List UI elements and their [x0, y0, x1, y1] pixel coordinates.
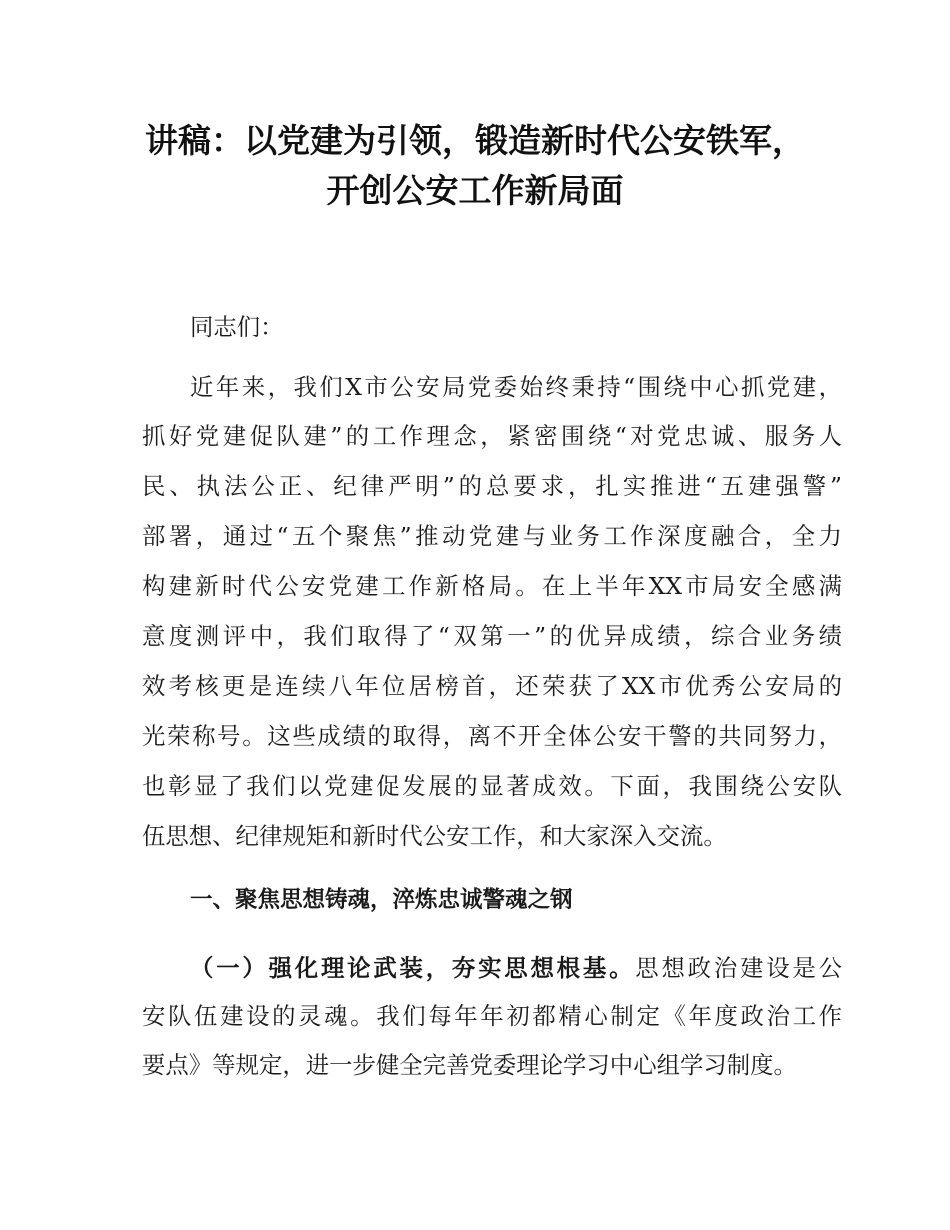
- intro-paragraph-line: 光荣称号。这些成绩的取得，离不开全体公安干警的共同努力，: [142, 722, 842, 750]
- intro-paragraph-line: 部署，通过“五个聚焦”推动党建与业务工作深度融合，全力: [142, 522, 842, 550]
- subsection-1-line: 安队伍建设的灵魂。我们每年年初都精心制定《年度政治工作: [142, 1002, 842, 1030]
- intro-paragraph-line: 抓好党建促队建”的工作理念，紧密围绕“对党忠诚、服务人: [142, 422, 842, 450]
- intro-paragraph-line: 伍思想、纪律规矩和新时代公安工作，和大家深入交流。: [142, 822, 727, 850]
- intro-paragraph-line: 效考核更是连续八年位居榜首，还荣获了XX市优秀公安局的: [142, 672, 842, 700]
- section-1-heading: 一、聚焦思想铸魂，淬炼忠诚警魂之钢: [190, 887, 573, 913]
- subsection-1-line: 要点》等规定，进一步健全完善党委理论学习中心组学习制度。: [142, 1051, 797, 1079]
- intro-paragraph-line: 近年来，我们X市公安局党委始终秉持“围绕中心抓党建，: [190, 373, 842, 401]
- subsection-1-first-line-text: 思想政治建设是公: [635, 954, 843, 982]
- intro-paragraph-line: 也彰显了我们以党建促发展的显著成效。下面，我围绕公安队: [142, 772, 842, 800]
- document-title-line-1: 讲稿：以党建为引领，锻造新时代公安铁军，: [145, 121, 805, 160]
- greeting: 同志们：: [190, 313, 284, 341]
- document-title-line-2: 开创公安工作新局面: [326, 171, 624, 210]
- subsection-1-lead: （一）强化理论武装，夯实思想根基。: [190, 954, 636, 982]
- intro-paragraph-line: 意度测评中，我们取得了“双第一”的优异成绩，综合业务绩: [142, 622, 842, 650]
- intro-paragraph-line: 民、执法公正、纪律严明”的总要求，扎实推进“五建强警”: [142, 472, 842, 500]
- intro-paragraph-line: 构建新时代公安党建工作新格局。在上半年XX市局安全感满: [142, 572, 842, 600]
- subsection-1-first-line: [190, 948, 842, 988]
